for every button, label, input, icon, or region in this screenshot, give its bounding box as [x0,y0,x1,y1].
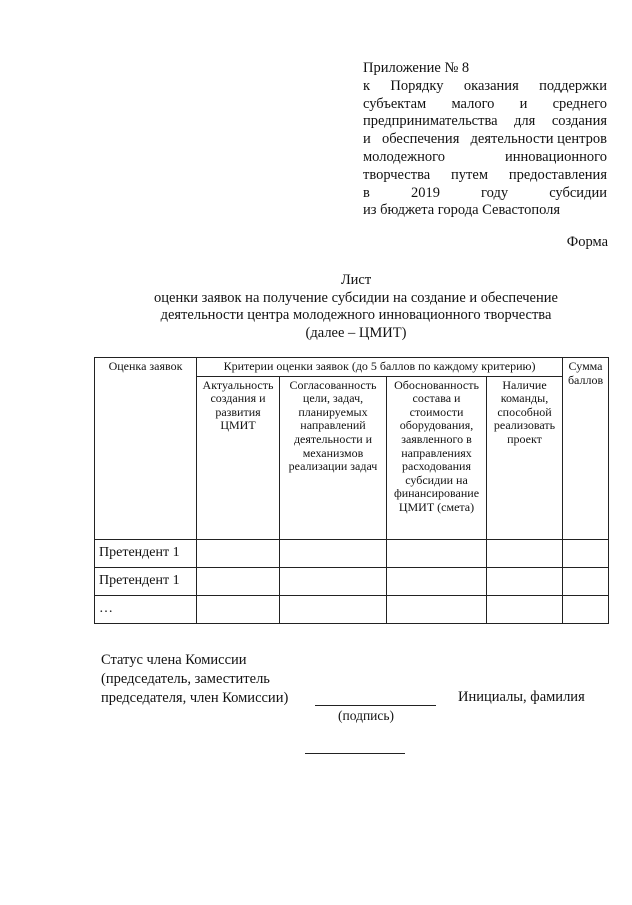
title-line-4: (далее – ЦМИТ) [305,324,407,341]
table-cell[interactable] [487,595,563,623]
appendix-word: 2019 [410,184,440,201]
initials-label: Инициалы, фамилия [458,689,585,705]
table-cell[interactable] [387,595,487,623]
signature-line[interactable] [315,705,436,706]
table-cell[interactable] [487,567,563,595]
header-sum: Сумма баллов [563,358,609,540]
table-cell[interactable] [280,567,387,595]
table-row [95,539,609,567]
appendix-word: малого [451,95,495,112]
title-line-3: деятельности центра молодежного инновационного творчества [160,307,552,323]
criterion-team: Наличие команды, способной реализовать проект [487,376,563,539]
table-cell[interactable] [487,539,563,567]
appendix-word: создания [551,113,607,130]
appendix-line [363,149,607,167]
table-cell[interactable] [280,539,387,567]
header-criteria: Критерии оценки заявок (до 5 баллов по каждому критерию) [197,358,563,377]
appendix-word: обеспечения [381,131,460,148]
appendix-line [363,167,607,185]
appendix-word: в [363,184,370,201]
appendix-word: из бюджета города Севастополя [363,202,561,219]
appendix-word: предпринимательства [363,113,498,130]
appendix-line [363,202,607,220]
row-label: Претендент 1 [95,567,197,595]
appendix-word: для [514,113,536,130]
appendix-word: субъектам [363,95,427,112]
evaluation-table [94,357,609,624]
appendix-word: поддержки [539,77,607,94]
table-cell[interactable] [563,595,609,623]
appendix-word: году [481,184,509,201]
table-cell[interactable] [387,567,487,595]
title-line-2: оценки заявок на получение субсидии на создание и обеспечение [154,289,558,306]
appendix-word: к [363,77,371,94]
signature-caption: (подпись) [338,708,395,723]
appendix-word: и [363,131,371,148]
table-row [95,595,609,623]
criterion-justification: Обоснованность состава и стоимости оборудования, заявленного в направлениях расходования субсидии на финансирование ЦМИТ (смета) [387,376,487,539]
status-line-2: (председатель, заместитель [101,671,270,687]
appendix-line [363,185,607,203]
table-cell[interactable] [197,539,280,567]
appendix-word: Порядку [390,77,444,94]
appendix-word: инновационного [505,148,607,165]
form-label: Форма [566,234,608,250]
appendix-word: Приложение № 8 [363,60,470,76]
table-row [95,567,609,595]
table-cell[interactable] [563,567,609,595]
table-cell[interactable] [387,539,487,567]
appendix-line [363,78,607,96]
appendix-word: предоставления [508,166,607,183]
appendix-word: творчества [363,166,431,183]
row-label: … [95,595,197,623]
appendix-line [363,131,607,149]
appendix-word: оказания [463,77,519,94]
table-header-row [95,358,609,377]
appendix-word: и [519,95,528,112]
appendix-line [363,60,607,78]
table-cell[interactable] [563,539,609,567]
appendix-word: среднего [552,95,607,112]
appendix-word: путем [451,166,488,183]
title-line-1: Лист [340,272,372,288]
commission-status [101,651,288,708]
document-title [60,272,632,342]
row-label: Претендент 1 [95,539,197,567]
status-line-3: председателя, член Комиссии) [101,690,289,706]
criterion-consistency: Согласованность цели, задач, планируемых направлений деятельности и механизмов реализации задач [280,376,387,539]
criterion-relevance: Актуальность создания и развития ЦМИТ [197,376,280,539]
status-line-1: Статус члена Комиссии [101,652,247,668]
appendix-word: субсидии [549,184,607,201]
table-cell[interactable] [197,567,280,595]
appendix-word: деятельности центров [470,131,607,148]
table-cell[interactable] [197,595,280,623]
date-line[interactable] [305,753,405,754]
appendix-word: молодежного [363,148,445,165]
header-evaluation: Оценка заявок [95,358,197,540]
table-cell[interactable] [280,595,387,623]
appendix-line [363,96,607,114]
appendix-line [363,113,607,131]
appendix-header [363,60,607,220]
